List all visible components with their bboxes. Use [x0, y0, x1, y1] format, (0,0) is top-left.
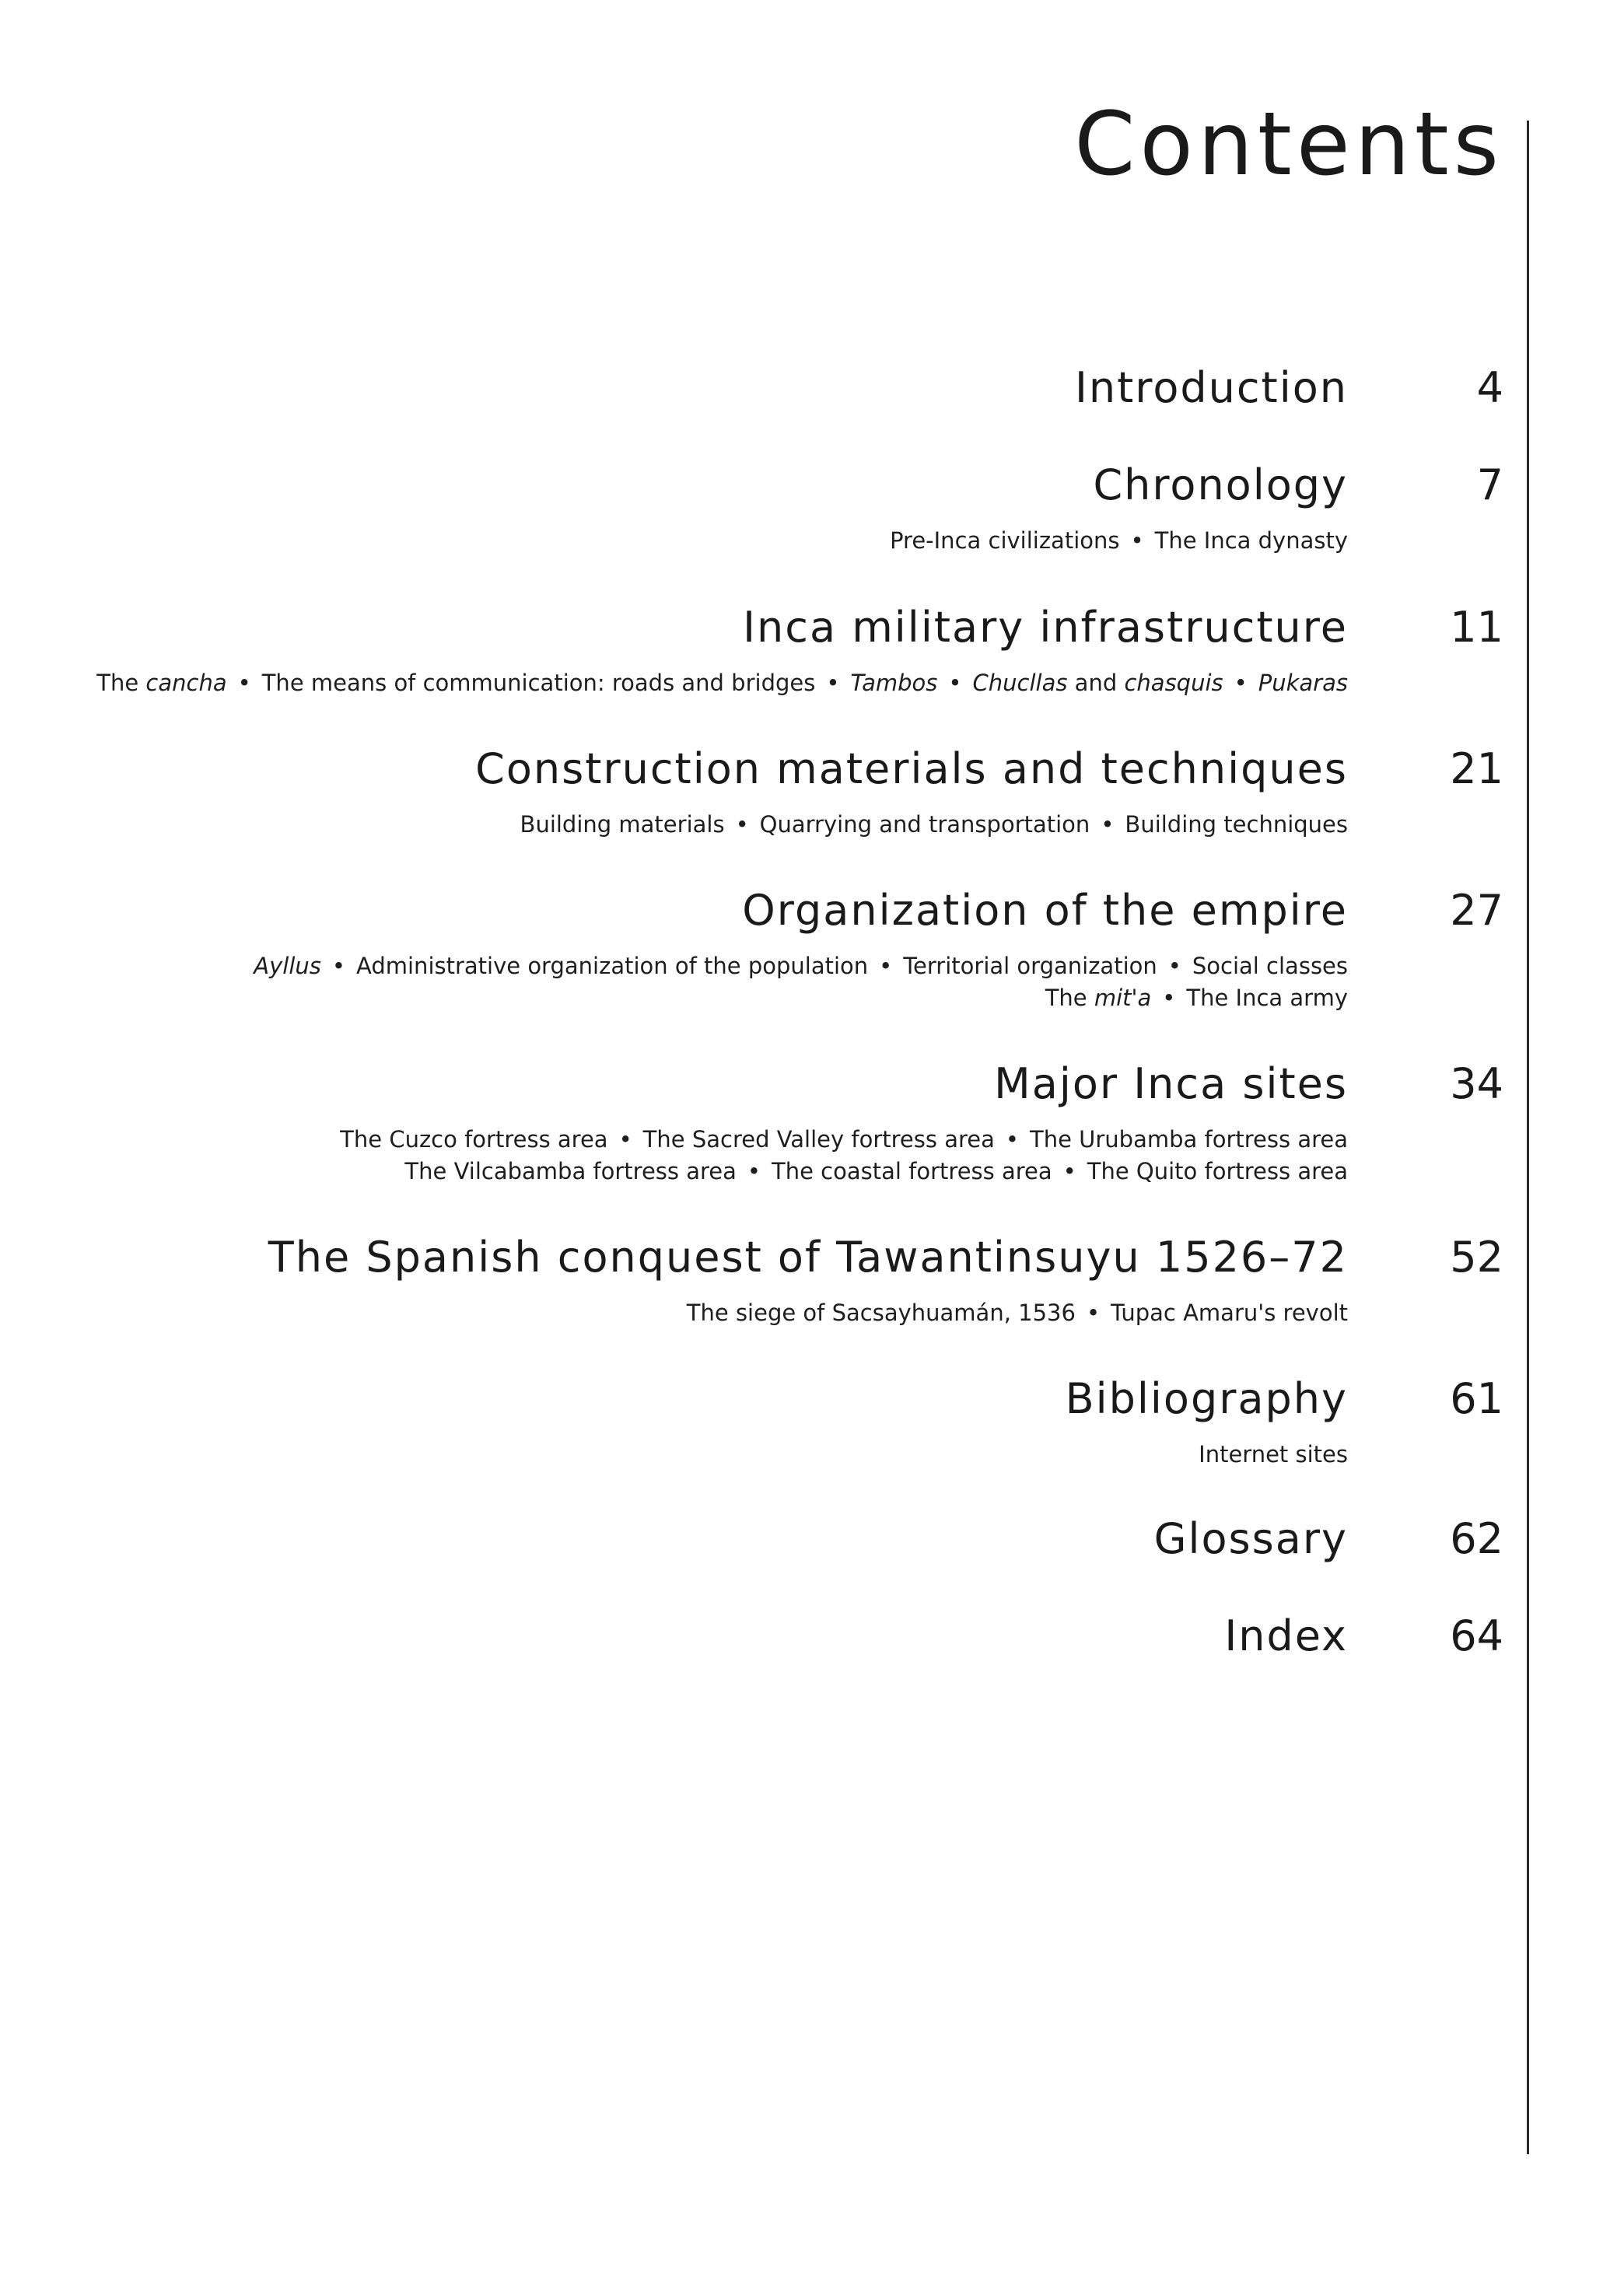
subtopic: The Urubamba fortress area — [1030, 1126, 1348, 1153]
toc-page-number[interactable]: 11 — [1450, 603, 1503, 652]
subtopic: Internet sites — [1199, 1441, 1348, 1468]
bullet-separator: • — [1101, 811, 1115, 838]
subtopic: Building techniques — [1125, 811, 1348, 838]
toc-subtopics — [687, 1300, 1348, 1326]
toc-heading[interactable]: Glossary — [1153, 1514, 1348, 1563]
subtopic: The Sacred Valley fortress area — [642, 1126, 995, 1153]
bullet-separator: • — [826, 670, 840, 696]
toc-page-number[interactable]: 21 — [1450, 744, 1503, 793]
subtopic: Tambos — [850, 670, 938, 696]
subtopic: The means of communication: roads and bridges — [261, 670, 816, 696]
toc-subtopics — [254, 953, 1348, 979]
subtopic: Ayllus — [254, 953, 321, 979]
bullet-separator: • — [1234, 670, 1248, 696]
bullet-separator: • — [1062, 1158, 1076, 1184]
subtopic: Quarrying and transportation — [759, 811, 1090, 838]
toc-page-number[interactable]: 64 — [1450, 1611, 1503, 1660]
subtopic: The Vilcabamba fortress area — [404, 1158, 737, 1184]
toc-subtopics — [520, 812, 1348, 838]
toc-heading[interactable]: Bibliography — [1065, 1374, 1348, 1423]
subtopic: The Cuzco fortress area — [340, 1126, 608, 1153]
bullet-separator: • — [747, 1158, 761, 1184]
subtopic: Administrative organization of the population — [356, 953, 869, 979]
page-title: Contents — [1074, 94, 1503, 195]
subtopic: Social classes — [1192, 953, 1348, 979]
bullet-separator: • — [735, 811, 749, 838]
bullet-separator: • — [948, 670, 962, 696]
subtopic: Pre-Inca civilizations — [890, 527, 1120, 554]
bullet-separator: • — [1086, 1300, 1101, 1326]
toc-page-number[interactable]: 7 — [1476, 460, 1503, 509]
bullet-separator: • — [1130, 527, 1144, 554]
subtopic: Building materials — [520, 811, 725, 838]
subtopic: Chucllas and chasquis — [972, 670, 1223, 696]
toc-subtopics — [340, 1127, 1348, 1153]
toc-subtopics — [890, 528, 1348, 554]
bullet-separator: • — [1005, 1126, 1019, 1153]
toc-subtopics — [1199, 1442, 1348, 1468]
toc-subtopics — [96, 670, 1348, 696]
bullet-separator: • — [1162, 985, 1176, 1011]
toc-heading[interactable]: Construction materials and techniques — [475, 744, 1348, 793]
subtopic: The mit'a — [1045, 985, 1152, 1011]
toc-heading[interactable]: Major Inca sites — [994, 1059, 1348, 1108]
bullet-separator: • — [1167, 953, 1181, 979]
toc-page-number[interactable]: 61 — [1450, 1374, 1503, 1423]
subtopic: Pukaras — [1258, 670, 1348, 696]
subtopic: The cancha — [96, 670, 227, 696]
toc-subtopics — [1045, 985, 1348, 1011]
toc-subtopics — [404, 1159, 1348, 1184]
subtopic: The siege of Sacsayhuamán, 1536 — [686, 1300, 1076, 1326]
toc-page-number[interactable]: 62 — [1450, 1514, 1503, 1563]
toc-page-number[interactable]: 4 — [1476, 363, 1503, 412]
subtopic: The coastal fortress area — [772, 1158, 1052, 1184]
subtopic: The Inca army — [1186, 985, 1348, 1011]
toc-heading[interactable]: Inca military infrastructure — [743, 603, 1348, 652]
toc-page-number[interactable]: 52 — [1450, 1233, 1503, 1282]
toc-heading[interactable]: Chronology — [1093, 460, 1348, 509]
subtopic: Tupac Amaru's revolt — [1111, 1300, 1348, 1326]
toc-heading[interactable]: Index — [1224, 1611, 1348, 1660]
bullet-separator: • — [237, 670, 251, 696]
toc-heading[interactable]: Organization of the empire — [742, 886, 1348, 935]
toc-page-number[interactable]: 34 — [1450, 1059, 1503, 1108]
bullet-separator: • — [331, 953, 346, 979]
subtopic: The Inca dynasty — [1154, 527, 1348, 554]
subtopic: The Quito fortress area — [1087, 1158, 1348, 1184]
toc-heading[interactable]: The Spanish conquest of Tawantinsuyu 1526–72 — [268, 1233, 1348, 1282]
toc-heading[interactable]: Introduction — [1074, 363, 1348, 412]
subtopic: Territorial organization — [903, 953, 1157, 979]
toc-page-number[interactable]: 27 — [1450, 886, 1503, 935]
bullet-separator: • — [879, 953, 893, 979]
bullet-separator: • — [618, 1126, 632, 1153]
